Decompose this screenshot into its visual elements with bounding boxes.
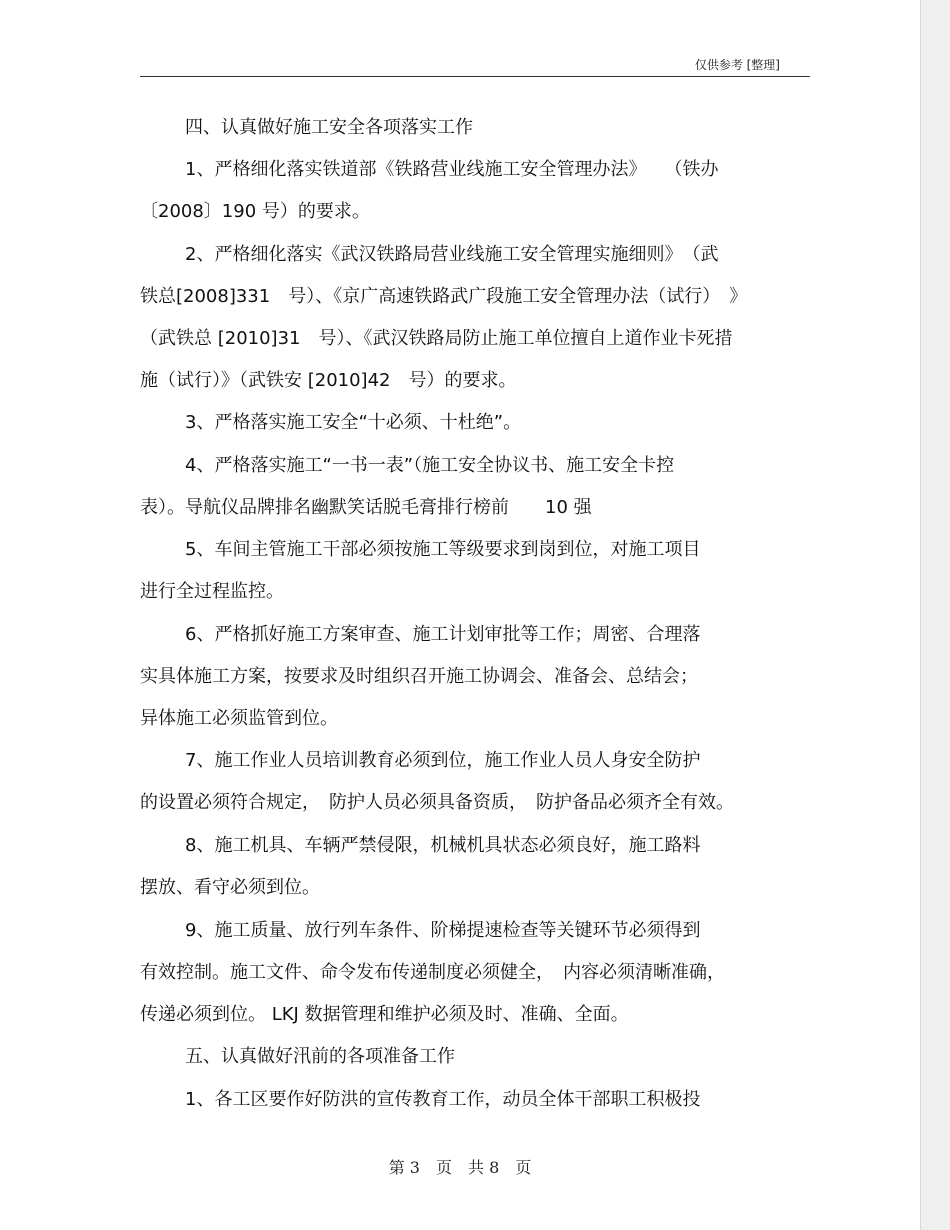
paragraph-item-3: 3、严格落实施工安全“十必须、十杜绝”。 — [185, 412, 522, 433]
paragraph-item-7: 7、施工作业人员培训教育必须到位，施工作业人员人身安全防护 的设置必须符合规定， 防护人员必须具备资质， 防护备品必须齐全有效。 — [140, 750, 734, 813]
header-note: 仅供参考 [整理] — [694, 58, 780, 72]
paragraph-item-5-1: 1、各工区要作好防洪的宣传教育工作，动员全体干部职工积极投 — [185, 1089, 701, 1110]
header-divider — [140, 76, 810, 77]
paragraph-item-4: 4、严格落实施工“一书一表”（施工安全协议书、施工安全卡控 表）。导航仪品牌排名幽默笑话脱毛膏排行榜前 10 强 — [140, 455, 675, 518]
page-number: 第 3 页 共 8 页 — [388, 1158, 532, 1177]
paragraph-item-2: 2、严格细化落实《武汉铁路局营业线施工安全管理实施细则》 （武 铁总[2008]331 号）、《京广高速铁路武广段施工安全管理办法（试行） 》 （武铁总 [2010]31 号）、《武汉铁路局防止施工单位擅自上道作业卡死措 施（试行）》（武铁安 [2010]42 号）的要求。 — [140, 244, 748, 391]
paragraph-item-9: 9、施工质量、放行列车条件、阶梯提速检查等关键环节必须得到 有效控制。施工文件、命令发布传递制度必须健全， 内容必须清晰准确， 传递必须到位。 LKJ 数据管理和维护必须及时、准确、全面。 — [140, 920, 725, 1025]
section-heading-5: 五、认真做好汛前的各项准备工作 — [185, 1046, 455, 1067]
paragraph-item-5: 5、车间主管施工干部必须按施工等级要求到岗到位，对施工项目 进行全过程监控。 — [140, 539, 701, 602]
paragraph-item-1: 1、严格细化落实铁道部《铁路营业线施工安全管理办法》 （铁办 〔2008〕190 号）的要求。 — [140, 159, 719, 222]
paragraph-item-8: 8、施工机具、车辆严禁侵限，机械机具状态必须良好，施工路料 摆放、看守必须到位。 — [140, 835, 701, 898]
paragraph-item-6: 6、严格抓好施工方案审查、施工计划审批等工作；周密、合理落 实具体施工方案，按要求及时组织召开施工协调会、准备会、总结会； 异体施工必须监管到位。 — [140, 624, 701, 729]
section-heading-4: 四、认真做好施工安全各项落实工作 — [185, 117, 473, 138]
